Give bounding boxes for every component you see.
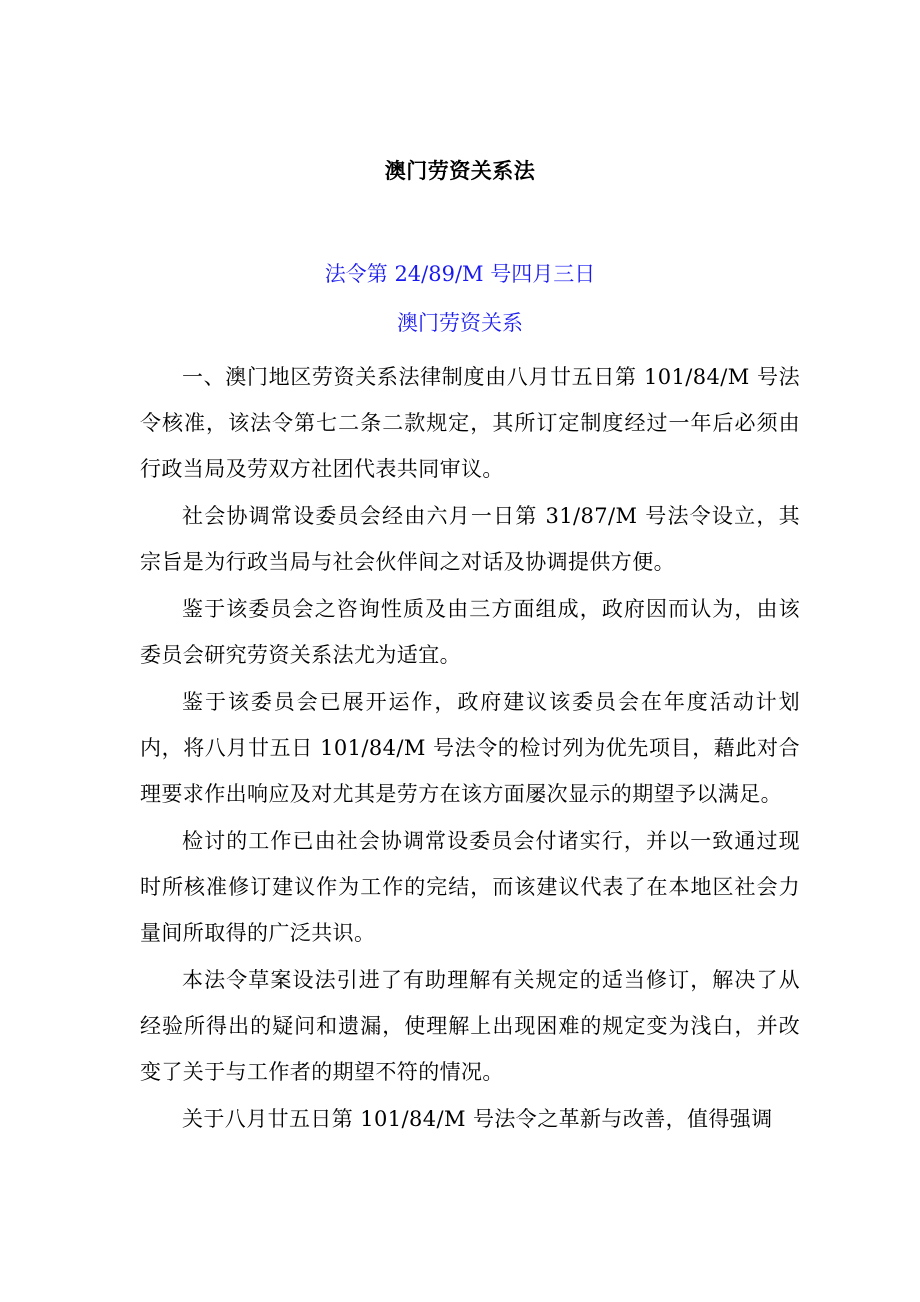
paragraph-7: 关于八月廿五日第 101/84/M 号法令之革新与改善，值得强调 — [182, 1107, 773, 1131]
paragraph-5: 检讨的工作已由社会协调常设委员会付诸实行，并以一致通过现时所核准修订建议作为工作的完结，而该建议代表了在本地区社会力量间所取得的广泛共识。 — [140, 829, 800, 945]
document-body — [140, 354, 800, 1142]
paragraph-1: 一、澳门地区劳资关系法律制度由八月廿五日第 101/84/M 号法令核准，该法令第七二条二款规定，其所订定制度经过一年后必须由行政当局及劳双方社团代表共同审议。 — [140, 365, 800, 481]
document-title: 澳门劳资关系法 — [384, 158, 536, 183]
paragraph-2: 社会协调常设委员会经由六月一日第 31/87/M 号法令设立，其宗旨是为行政当局与社会伙伴间之对话及协调提供方便。 — [140, 504, 800, 574]
paragraph-3: 鉴于该委员会之咨询性质及由三方面组成，政府因而认为，由该委员会研究劳资关系法尤为适宜。 — [140, 597, 800, 667]
decree-number-heading: 法令第 24/89/M 号四月三日 — [324, 262, 596, 286]
paragraph-4: 鉴于该委员会已展开运作，政府建议该委员会在年度活动计划内，将八月廿五日 101/84/M 号法令的检讨列为优先项目，藉此对合理要求作出响应及对尤其是劳方在该方面屡次显示的期望予以满足。 — [140, 690, 800, 806]
decree-subtitle-heading: 澳门劳资关系 — [397, 311, 523, 335]
paragraph-6: 本法令草案设法引进了有助理解有关规定的适当修订，解决了从经验所得出的疑问和遗漏，使理解上出现困难的规定变为浅白，并改变了关于与工作者的期望不符的情况。 — [140, 968, 800, 1084]
